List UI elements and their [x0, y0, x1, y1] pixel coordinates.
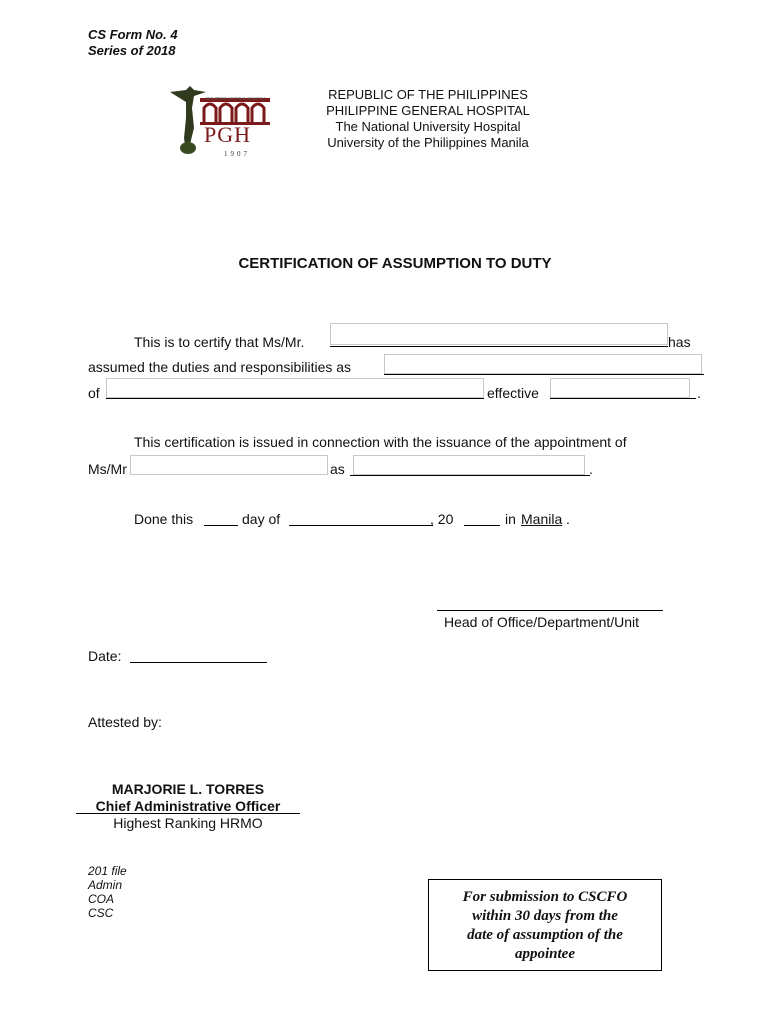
notice-line: For submission to CSCFO [462, 889, 628, 905]
position-field[interactable] [384, 354, 702, 374]
name-field[interactable] [330, 323, 668, 345]
date-label: Date: [88, 648, 122, 664]
appointee-position-field[interactable] [353, 455, 585, 475]
attested-label: Attested by: [88, 714, 162, 730]
officer-role: Highest Ranking HRMO [113, 815, 263, 831]
month-blank [289, 525, 433, 526]
copy-item: 201 file [88, 864, 127, 878]
city-text: Manila [521, 511, 563, 527]
copy-item: Admin [88, 878, 123, 892]
notice-line: date of assumption of the [467, 927, 623, 943]
copy-item: CSC [88, 906, 114, 920]
header-line: The National University Hospital [335, 119, 521, 134]
effective-text: effective [487, 385, 539, 401]
appointee-name-field[interactable] [130, 455, 328, 475]
date-blank [130, 662, 267, 663]
officer-underline [76, 813, 300, 814]
logo-year: 1907 [224, 150, 250, 158]
logo-letters: PGH [204, 122, 252, 147]
appointee-position-underline [350, 475, 590, 476]
header-line: PHILIPPINE GENERAL HOSPITAL [326, 103, 530, 118]
svg-text:PHILIPPINE GENERAL HOSPITAL: PHILIPPINE GENERAL HOSPITAL [205, 96, 267, 101]
period-text: . [566, 511, 570, 527]
of-text: of [88, 385, 100, 401]
as-text: as [330, 461, 345, 477]
copy-distribution [88, 864, 127, 920]
institution-header [300, 87, 556, 151]
officer-title: Chief Administrative Officer [95, 798, 281, 814]
form-series-line: Series of 2018 [88, 43, 176, 58]
submission-notice [428, 879, 662, 971]
position-underline [384, 374, 704, 375]
office-underline [106, 398, 484, 399]
header-line: University of the Philippines Manila [327, 135, 529, 150]
effective-underline [550, 398, 696, 399]
done-this-text: Done this [134, 511, 194, 527]
header-line: REPUBLIC OF THE PHILIPPINES [328, 87, 528, 102]
pgh-logo [166, 78, 274, 158]
issuance-text: This certification is issued in connection with the issuance of the appointment of [134, 434, 627, 450]
msmr-text: Ms/Mr [88, 461, 127, 477]
in-text: in [505, 511, 516, 527]
office-field[interactable] [106, 378, 484, 398]
day-of-text: day of [242, 511, 281, 527]
day-blank [204, 525, 238, 526]
certify-intro: This is to certify that Ms/Mr. [134, 334, 305, 350]
assumed-text: assumed the duties and responsibilities as [88, 359, 352, 375]
signature-label: Head of Office/Department/Unit [444, 614, 640, 630]
page-title: CERTIFICATION OF ASSUMPTION TO DUTY [238, 255, 552, 272]
name-underline [330, 346, 668, 347]
year-prefix-text: , 20 [430, 511, 454, 527]
officer-block [76, 781, 300, 815]
notice-line: within 30 days from the [472, 908, 618, 924]
copy-item: COA [88, 892, 115, 906]
officer-name: MARJORIE L. TORRES [111, 781, 265, 797]
form-number-line: CS Form No. 4 [88, 27, 178, 42]
period-text: . [697, 385, 701, 401]
effective-date-field[interactable] [550, 378, 690, 398]
signature-line [437, 610, 663, 611]
year-blank [464, 525, 500, 526]
notice-line: appointee [515, 946, 575, 962]
form-number [88, 27, 178, 59]
period-text: . [589, 461, 593, 477]
has-text: has [668, 334, 691, 350]
